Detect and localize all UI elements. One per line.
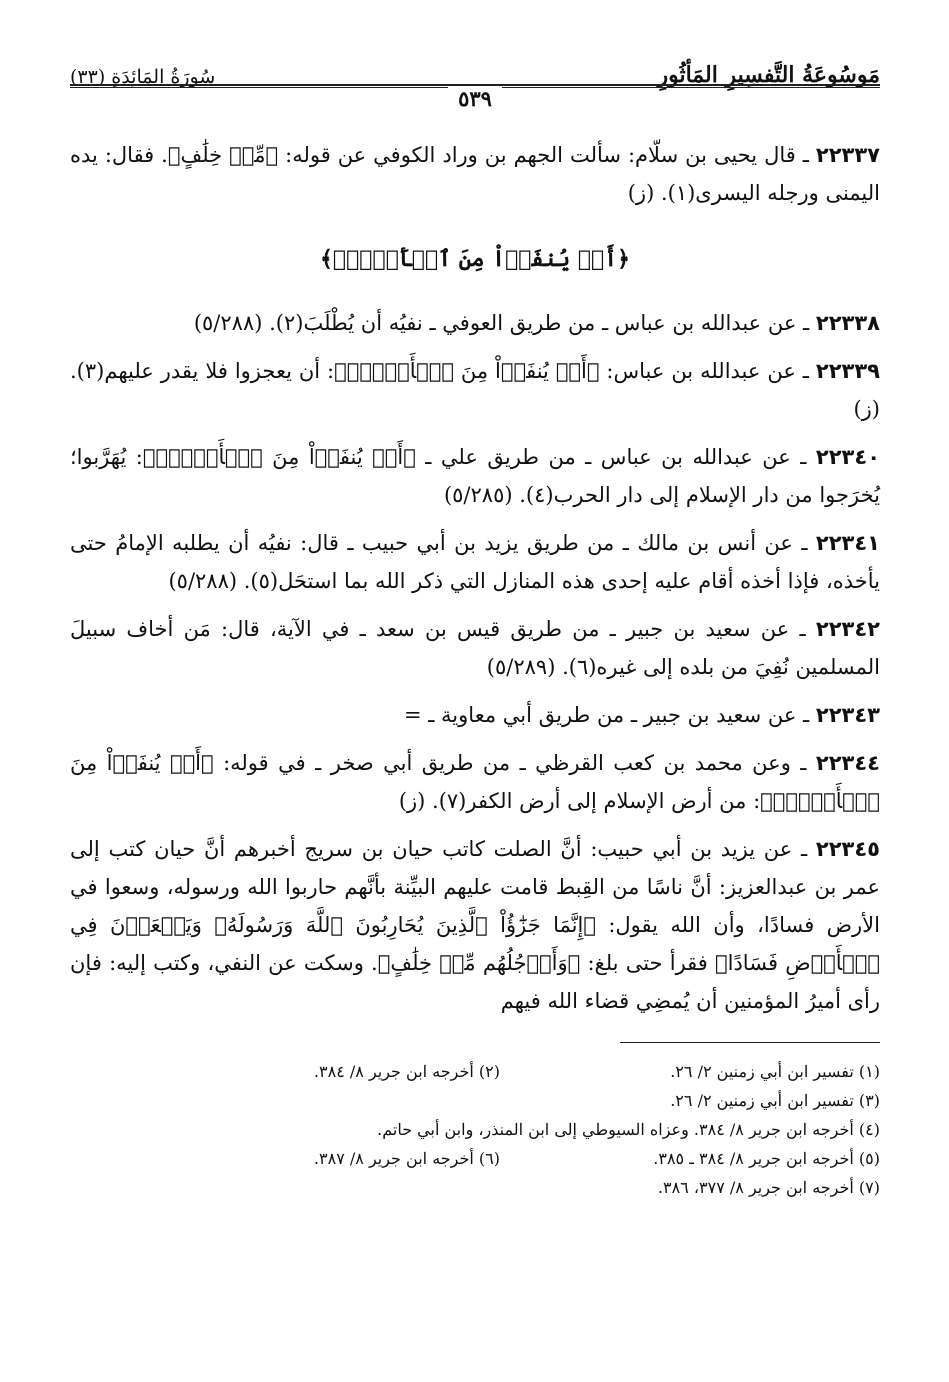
footnote: (٦) أخرجه ابن جرير ٨/ ٣٨٧. (313, 1149, 500, 1168)
entry: ٢٢٣٤١ ـ عن أنس بن مالك ـ من طريق يزيد بن أبي حبيب ـ قال: نفيُه أن يطلبه الإمامُ حتى يأخذه، فإذا أخذه أقام عليه إحدى هذه المنازل التي ذكر الله بما استحَل(٥). (٥/٢٨٨) (70, 531, 880, 593)
page-header (70, 58, 880, 110)
footnote: (١) تفسير ابن أبي زمنين ٢/ ٢٦. (670, 1062, 880, 1081)
footnotes (70, 1057, 880, 1202)
entry: ٢٢٣٤٠ ـ عن عبدالله بن عباس ـ من طريق علي ـ ﴿أَوۡ يُنفَوۡاْ مِنَ ٱلۡأَرۡضِۚ﴾: يُهَرَّبوا؛ يُخرَجوا من دار الإسلام إلى دار الحرب(٤). (٥/٢٨٥) (70, 445, 881, 507)
footnote: (٧) أخرجه ابن جرير ٨/ ٣٧٧، ٣٨٦. (657, 1178, 880, 1197)
surah-label: سُورَةُ المَائِدَةِ (٣٣) (70, 66, 216, 88)
page (70, 58, 880, 1202)
entry: ٢٢٣٤٥ ـ عن يزيد بن أبي حبيب: أنَّ الصلت كاتب حيان بن سريج أخبرهم أنَّ حيان كتب إلى عمر بن عبدالعزيز: أنَّ ناسًا من القِبط قامت عليهم البيِّنة بأنَّهم حاربوا الله ورسوله، وسعوا في الأرض فسادًا، وأن الله يقول: ﴿إِنَّمَا جَزَٰٓؤُاْ ٱلَّذِينَ يُحَارِبُونَ ٱللَّهَ وَرَسُولَهُۥ وَيَسۡعَوۡنَ فِي ٱلۡأَرۡضِ فَسَادًا﴾ فقرأ حتى بلغ: ﴿وَأَرۡجُلُهُم مِّنۡ خِلَٰفٍ﴾. وسكت عن النفي، وكتب إليه: فإن رأى أميرُ المؤمنين أن يُمضِي قضاء الله فيهم (70, 837, 880, 1013)
entry: ٢٢٣٤٣ ـ عن سعيد بن جبير ـ من طريق أبي معاوية ـ = (403, 703, 880, 727)
entry: ٢٢٣٣٧ ـ قال يحيى بن سلّام: سألت الجهم بن وراد الكوفي عن قوله: ﴿مِّنۡ خِلَٰفٍ﴾. فقال: يده اليمنى ورجله اليسرى(١). (ز) (70, 143, 880, 205)
footnote: (٤) أخرجه ابن جرير ٨/ ٣٨٤. وعزاه السيوطي إلى ابن المنذر، وابن أبي حاتم. (377, 1120, 880, 1139)
footnote: (٥) أخرجه ابن جرير ٨/ ٣٨٤ ـ ٣٨٥. (653, 1149, 880, 1168)
entry: ٢٢٣٤٢ ـ عن سعيد بن جبير ـ من طريق قيس بن سعد ـ في الآية، قال: مَن أخاف سبيلَ المسلمين نُفِيَ من بلده إلى غيره(٦). (٥/٢٨٩) (70, 617, 880, 679)
book-title: مَوسُوعَةُ التَّفسِيرِ المَأثُورِ (657, 62, 880, 88)
page-number: ٥٣٩ (70, 86, 880, 111)
footnote-rule (620, 1042, 880, 1043)
verse-heading: ﴿أَوۡ يُنفَوۡاْ مِنَ ٱلۡأَرۡضِۚ﴾ (320, 246, 630, 272)
main-text (70, 136, 880, 1020)
entry: ٢٢٣٣٨ ـ عن عبدالله بن عباس ـ من طريق العوفي ـ نفيُه أن يُطْلَبَ(٢). (٥/٢٨٨) (193, 311, 880, 335)
entry: ٢٢٣٣٩ ـ عن عبدالله بن عباس: ﴿أَوۡ يُنفَوۡاْ مِنَ ٱلۡأَرۡضِۚ﴾: أن يعجزوا فلا يقدر عليهم(٣). (ز) (70, 359, 880, 421)
entry: ٢٢٣٤٤ ـ وعن محمد بن كعب القرظي ـ من طريق أبي صخر ـ في قوله: ﴿أَوۡ يُنفَوۡاْ مِنَ ٱلۡأَرۡضِۚ﴾: من أرض الإسلام إلى أرض الكفر(٧). (ز) (70, 751, 880, 813)
footnote: (٣) تفسير ابن أبي زمنين ٢/ ٢٦. (670, 1091, 880, 1110)
footnote: (٢) أخرجه ابن جرير ٨/ ٣٨٤. (313, 1062, 500, 1081)
